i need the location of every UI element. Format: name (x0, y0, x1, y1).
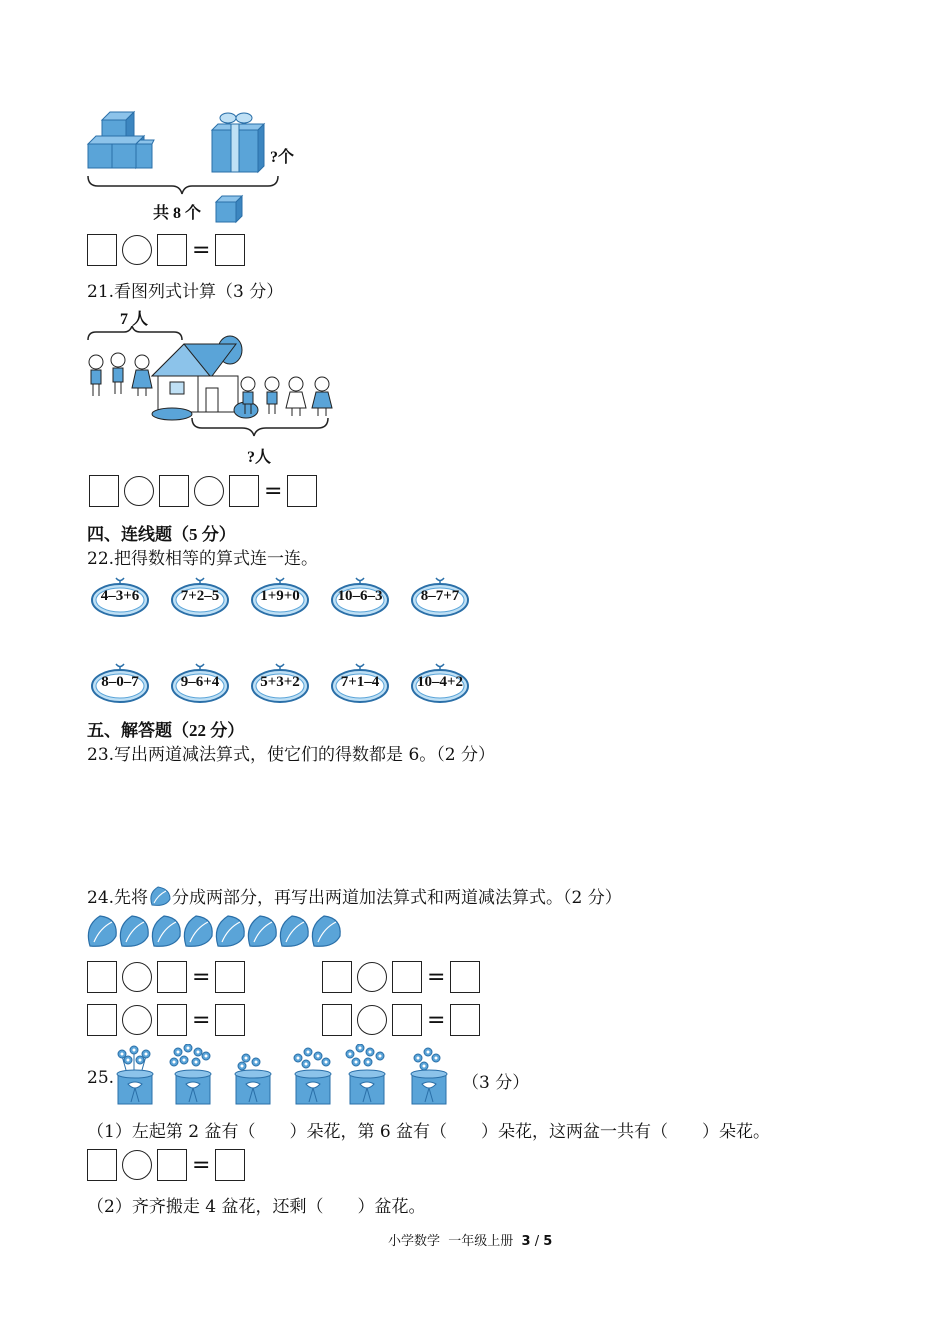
answer-box[interactable] (322, 961, 352, 993)
expression-bubble[interactable] (330, 662, 390, 706)
equals-sign: = (427, 1007, 446, 1033)
answer-box[interactable] (157, 961, 187, 993)
q25-sub1: （1）左起第 2 盆有（ ）朵花，第 6 盆有（ ）朵花，这两盆一共有（ ）朵花。 (87, 1122, 771, 1142)
operator-circle[interactable] (357, 962, 387, 992)
expression-bubble[interactable] (410, 576, 470, 620)
answer-box[interactable] (89, 475, 119, 507)
flower-pots-figure (112, 1044, 457, 1106)
q22-title: 22.把得数相等的算式连一连。 (87, 549, 319, 569)
house-children-figure (82, 326, 347, 441)
answer-box[interactable] (215, 1149, 245, 1181)
q24-title-part1: 24.先将 (87, 888, 149, 908)
q21-equation (89, 472, 317, 510)
expression-label: 10–6–3 (337, 588, 383, 604)
footer-text: 小学数学 一年级上册 (388, 1234, 522, 1249)
q24-equation (322, 1001, 480, 1039)
answer-box[interactable] (322, 1004, 352, 1036)
answer-box[interactable] (87, 234, 117, 266)
equals-sign: = (427, 964, 446, 990)
equals-sign: = (192, 964, 211, 990)
equals-sign: = (192, 1007, 211, 1033)
page-footer (388, 1230, 552, 1249)
section-5-title: 五、解答题（22 分） (87, 721, 245, 740)
answer-box[interactable] (392, 1004, 422, 1036)
answer-box[interactable] (229, 475, 259, 507)
expression-bubble[interactable] (90, 576, 150, 620)
expression-bubble[interactable] (90, 662, 150, 706)
expression-label: 10–4+2 (416, 674, 464, 690)
answer-box[interactable] (215, 961, 245, 993)
operator-circle[interactable] (194, 476, 224, 506)
expression-bubble[interactable] (250, 662, 310, 706)
q25-number: 25. (87, 1068, 115, 1088)
answer-box[interactable] (157, 234, 187, 266)
answer-box[interactable] (450, 961, 480, 993)
operator-circle[interactable] (124, 476, 154, 506)
expression-label: 8–7+7 (420, 588, 460, 604)
expression-label: 8–0–7 (101, 674, 139, 690)
expression-bubble[interactable] (170, 662, 230, 706)
expression-label: 9–6+4 (180, 674, 220, 690)
answer-box[interactable] (215, 1004, 245, 1036)
expression-bubble[interactable] (170, 576, 230, 620)
unknown-count-label: ?个 (270, 149, 295, 166)
q25-equation (87, 1146, 245, 1184)
answer-box[interactable] (157, 1149, 187, 1181)
answer-box[interactable] (392, 961, 422, 993)
expression-label: 7+1–4 (340, 674, 380, 690)
answer-box[interactable] (287, 475, 317, 507)
total-count-label: 共 8 个 (153, 205, 202, 222)
footer-page: 3 (521, 1234, 531, 1249)
expression-bubble[interactable] (250, 576, 310, 620)
expression-label: 5+3+2 (260, 674, 300, 690)
answer-box[interactable] (159, 475, 189, 507)
expression-bubble[interactable] (410, 662, 470, 706)
expression-label: 7+2–5 (180, 588, 220, 604)
operator-circle[interactable] (122, 1150, 152, 1180)
equals-sign: = (264, 478, 283, 504)
operator-circle[interactable] (122, 235, 152, 265)
equals-sign: = (192, 237, 211, 263)
footer-sep: / (530, 1234, 544, 1249)
cabbage-icon (148, 885, 172, 907)
equals-sign: = (192, 1152, 211, 1178)
q24-title (87, 883, 622, 908)
bottom-people-label: ?人 (247, 449, 272, 466)
cabbages-figure (86, 912, 346, 950)
section-4-title: 四、连线题（5 分） (87, 525, 236, 544)
top-people-label: 7 人 (120, 311, 149, 328)
answer-box[interactable] (87, 961, 117, 993)
answer-box[interactable] (87, 1149, 117, 1181)
operator-circle[interactable] (122, 962, 152, 992)
q24-equation (87, 1001, 245, 1039)
answer-box[interactable] (87, 1004, 117, 1036)
expression-bubble[interactable] (330, 576, 390, 620)
answer-box[interactable] (157, 1004, 187, 1036)
q24-equation (87, 958, 245, 996)
q23-title: 23.写出两道减法算式，使它们的得数都是 6。（2 分） (87, 745, 495, 765)
q25-sub2: （2）齐齐搬走 4 盆花，还剩（ ）盆花。 (87, 1197, 426, 1217)
expression-label: 1+9+0 (260, 588, 300, 604)
q24-title-part2: 分成两部分，再写出两道加法算式和两道减法算式。（2 分） (172, 888, 622, 908)
answer-box[interactable] (450, 1004, 480, 1036)
q20-equation (87, 231, 245, 269)
q21-title: 21.看图列式计算（3 分） (87, 282, 284, 302)
footer-total: 5 (543, 1234, 553, 1249)
q25-score: （3 分） (462, 1073, 530, 1093)
operator-circle[interactable] (122, 1005, 152, 1035)
operator-circle[interactable] (357, 1005, 387, 1035)
expression-label: 4–3+6 (100, 588, 140, 604)
q24-equation (322, 958, 480, 996)
answer-box[interactable] (215, 234, 245, 266)
